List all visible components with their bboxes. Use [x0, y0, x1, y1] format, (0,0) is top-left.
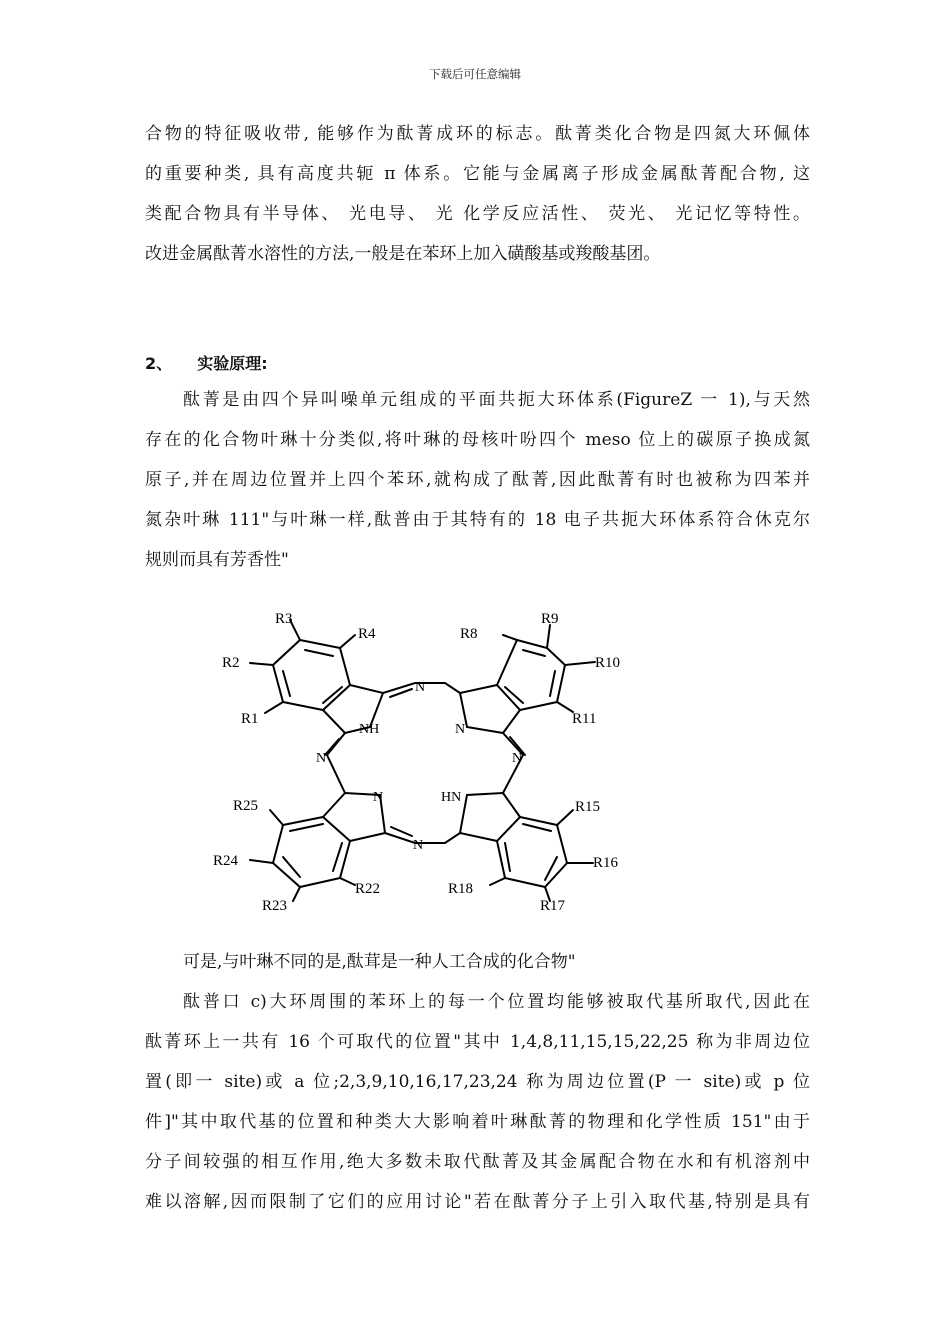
intro-line: 的重要种类, 具有高度共轭 π 体系。它能与金属离子形成金属酞菁配合物, 这 [145, 164, 810, 184]
pyrrole-nitrogen-label: N [455, 722, 466, 737]
substituent-label: R24 [213, 853, 239, 869]
aza-nitrogen-label: N [413, 838, 424, 853]
substituent-label: R8 [460, 626, 478, 642]
paragraph-line: 分子间较强的相互作用,绝大多数未取代酞菁及其金属配合物在水和有机溶剂中 [145, 1152, 810, 1172]
section-heading [145, 344, 810, 384]
paragraph-line: 存在的化合物叶琳十分类似,将叶琳的母核叶吩四个 meso 位上的碳原子换成氮 [145, 430, 810, 450]
page-header: 下载后可任意编辑 [429, 67, 521, 81]
intro-line: 类配合物具有半导体、 光电导、 光 化学反应活性、 荧光、 光记忆等特性。 [145, 204, 810, 224]
substituent-label: R23 [262, 898, 288, 914]
aza-nitrogen-label: N [316, 751, 327, 766]
substituent-label: R9 [541, 611, 559, 627]
structure-diagram [205, 605, 645, 920]
paragraph-line: 可是,与叶琳不同的是,酞茸是一种人工合成的化合物" [183, 952, 576, 972]
substituent-label: R16 [593, 855, 619, 871]
intro-line: 改进金属酞菁水溶性的方法,一般是在苯环上加入磺酸基或羧酸基团。 [145, 244, 661, 264]
substituent-label: R17 [540, 898, 566, 914]
phthalocyanine-structure-figure [205, 605, 645, 920]
substituent-label: R3 [275, 611, 293, 627]
principle-paragraph [145, 380, 810, 580]
paragraph-line: 件]"其中取代基的位置和种类大大影响着叶琳酞菁的物理和化学性质 151"由于 [145, 1112, 810, 1132]
substituent-label: R10 [595, 655, 621, 671]
paragraph-line: 置(即一 site)或 a 位;2,3,9,10,16,17,23,24 称为周边位置(P 一 site)或 p 位 [145, 1072, 810, 1092]
after-figure-paragraph [145, 942, 810, 1222]
substituent-label: R2 [222, 655, 240, 671]
substituent-label: R25 [233, 798, 259, 814]
paragraph-line: 难以溶解,因而限制了它们的应用讨论"若在酞菁分子上引入取代基,特别是具有 [145, 1192, 810, 1212]
section-number: 2、 [145, 354, 173, 373]
aza-nitrogen-label: N [415, 680, 426, 695]
section-title: 实验原理: [197, 354, 268, 373]
paragraph-line: 酞菁是由四个异叫噪单元组成的平面共扼大环体系(FigureZ 一 1),与天然 [183, 390, 810, 410]
paragraph-line: 氮杂叶琳 111"与叶琳一样,酞普由于其特有的 18 电子共扼大环体系符合休克尔 [145, 510, 810, 530]
paragraph-line: 规则而具有芳香性" [145, 550, 289, 570]
aza-nitrogen-label: N [512, 751, 523, 766]
intro-paragraph [145, 114, 810, 274]
substituent-label: R4 [358, 626, 376, 642]
paragraph-line: 酞普口 c)大环周围的苯环上的每一个位置均能够被取代基所取代,因此在 [183, 992, 810, 1012]
intro-line: 合物的特征吸收带, 能够作为酞菁成环的标志。酞菁类化合物是四氮大环佩体 [145, 124, 810, 144]
pyrrole-ring [460, 793, 520, 841]
pyrrole-nh-label: NH [359, 722, 380, 737]
substituent-label: R1 [241, 711, 259, 727]
substituent-label: R22 [355, 881, 381, 897]
substituent-label: R11 [572, 711, 597, 727]
paragraph-line: 原子,并在周边位置并上四个苯环,就构成了酞菁,因此酞菁有时也被称为四苯并 [145, 470, 810, 490]
substituent-label: R15 [575, 799, 601, 815]
substituent-label: R18 [448, 881, 474, 897]
paragraph-line: 酞菁环上一共有 16 个可取代的位置"其中 1,4,8,11,15,15,22,25 称为非周边位 [145, 1032, 810, 1052]
pyrrole-hn-label: HN [441, 790, 462, 805]
pyrrole-nitrogen-label: N [373, 790, 384, 805]
